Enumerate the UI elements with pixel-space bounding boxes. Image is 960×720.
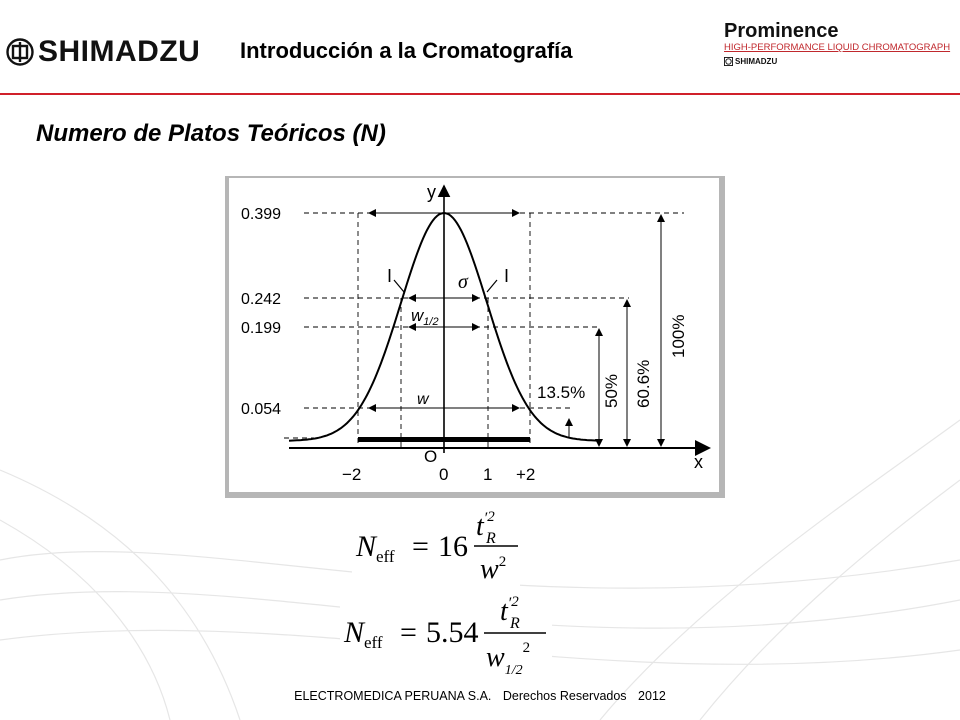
x-axis-label: x	[694, 452, 703, 472]
footer-rights: Derechos Reservados	[502, 689, 627, 703]
gaussian-figure	[229, 178, 719, 492]
prominence-name: Prominence	[724, 20, 839, 42]
pct-13-5-label: 13.5%	[537, 383, 586, 402]
w-label: w	[417, 391, 429, 408]
ytick-0054: 0.054	[241, 401, 282, 418]
slide-subtitle: Numero de Platos Teóricos (N)	[36, 120, 386, 147]
inflection-left-label: I	[387, 266, 393, 286]
f1-lhs: $N_{eff}$	[356, 530, 395, 566]
ytick-0399: 0.399	[241, 206, 282, 223]
inflection-tick-right	[487, 280, 497, 292]
xtick-pos2: +2	[516, 465, 536, 484]
f2-equals: =	[400, 616, 417, 649]
footer	[0, 689, 960, 703]
prominence-shimadzu	[724, 57, 960, 66]
page-title: Introducción a la Cromatografía	[240, 38, 573, 63]
f2-coef: 5.54	[426, 616, 479, 649]
gaussian-diagram	[229, 178, 719, 492]
ytick-0242: 0.242	[241, 291, 282, 308]
footer-company: ELECTROMEDICA PERUANA S.A.	[294, 689, 492, 703]
f2-numerator-sub: R	[510, 615, 520, 632]
prominence-brand	[724, 20, 960, 66]
formula-neff-w-half	[340, 590, 552, 682]
pct-50-label: 50%	[602, 373, 621, 408]
f1-equals: =	[412, 530, 429, 563]
inflection-right-label: I	[504, 266, 510, 286]
shimadzu-logo-text: SHIMADZU	[38, 35, 201, 68]
origin-label: O	[424, 447, 438, 466]
w-half-label: $w_{1/2}$	[411, 306, 439, 328]
shimadzu-logo	[6, 35, 200, 69]
f1-denominator: $w^2$	[480, 554, 507, 585]
pct-60-6-label: 60.6%	[634, 359, 653, 408]
base-width-bar	[358, 437, 530, 442]
prominence-brand-text: SHIMADZU	[735, 57, 778, 66]
pct-100-label: 100%	[669, 314, 688, 358]
f1-numerator: t′2	[476, 509, 495, 542]
f2-denominator: $w_{1/2}^2$	[486, 640, 531, 678]
xtick-0: 0	[439, 465, 449, 484]
prominence-tagline: HIGH-PERFORMANCE LIQUID CHROMATOGRAPH	[724, 42, 951, 53]
footer-year: 2012	[638, 689, 666, 703]
y-axis-label: y	[427, 182, 436, 202]
f2-numerator: t′2	[500, 594, 519, 627]
shimadzu-mark-icon	[6, 38, 34, 66]
ytick-0199: 0.199	[241, 320, 282, 337]
shimadzu-mini-icon	[724, 57, 733, 66]
f1-coef: 16	[438, 530, 468, 563]
f1-numerator-sub: R	[486, 530, 496, 547]
formula-neff-w	[352, 500, 520, 586]
inflection-tick-left	[394, 280, 404, 292]
f2-lhs: $N_{eff}$	[344, 616, 383, 652]
xtick-1: 1	[483, 465, 493, 484]
header-divider	[0, 93, 960, 95]
sigma-label: σ	[458, 271, 468, 293]
xtick-neg2: −2	[342, 465, 362, 484]
